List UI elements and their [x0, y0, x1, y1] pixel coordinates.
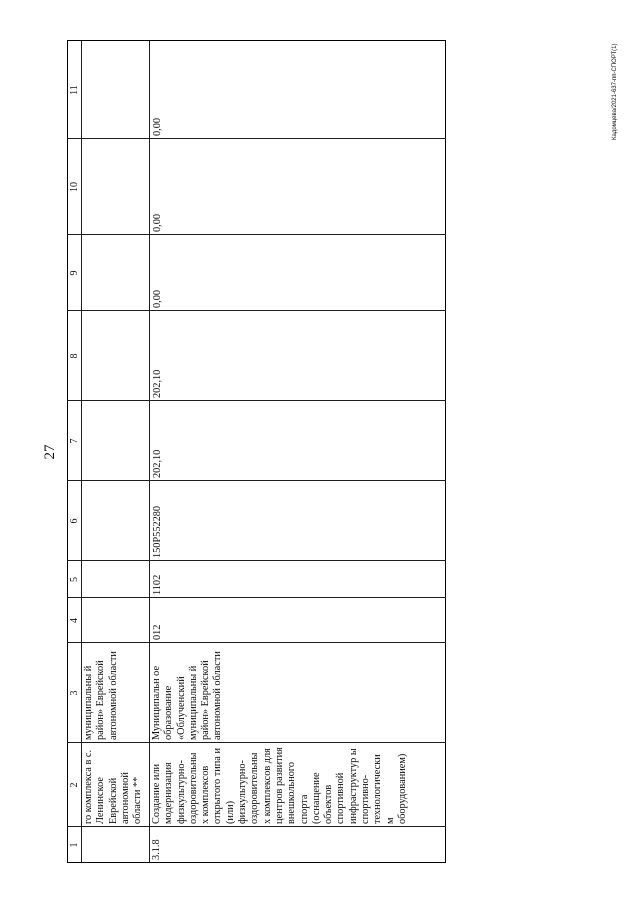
col-header-4: 4 [69, 618, 80, 623]
table-row-2-number: 3.1.8 [151, 839, 162, 860]
table-row-2-recipient: Муниципальн ое образование «Облученский муниципальны й район» Еврейской автономной области [151, 651, 224, 740]
col-header-7: 7 [69, 438, 80, 444]
col-header-2: 2 [69, 782, 80, 788]
col-header-9: 9 [69, 270, 80, 276]
table-row-2-col5: 1102 [152, 574, 163, 595]
table-row-2-col9: 0,00 [152, 289, 163, 308]
col-header-11: 11 [69, 85, 80, 95]
table-row-2-col8: 202,10 [152, 369, 163, 398]
col-header-3: 3 [69, 690, 80, 696]
data-table [67, 40, 446, 863]
col-header-8: 8 [69, 353, 80, 359]
table-row-2-col11: 0,00 [152, 117, 163, 136]
table-row-1-recipient: муниципальны й район» Еврейской автономной области [83, 651, 119, 740]
table-row-2-col10: 0,00 [152, 213, 163, 232]
col-header-10: 10 [69, 182, 80, 192]
table-row-2-col6: 150P552280 [152, 505, 163, 558]
table-row-1-object-name: го комплекса в с. Ленинское Еврейской автономной области ** [83, 749, 144, 824]
table-row-2-col7: 202,10 [152, 449, 163, 478]
table-row-2-object-name: Создание или модернизация физкультурно-оздоровительны х комплексов открытого типа и (или) физкультурно-оздоровительны х комплексов для центров развития внешкольного спорта (оснащение объектов спортивной инфраструктур ы спортивно-технологически м оборудованием) [151, 747, 408, 824]
col-header-6: 6 [69, 518, 80, 524]
table-container [67, 40, 446, 863]
page-number: 27 [42, 444, 58, 460]
col-header-1: 1 [69, 842, 80, 848]
table-row-2-col4: 012 [152, 624, 163, 640]
col-header-5: 5 [69, 577, 80, 582]
document-code: Кадомцева/2021-637-пп-СПОРТ(1) [612, 43, 618, 140]
table-row-1-number [81, 827, 149, 863]
